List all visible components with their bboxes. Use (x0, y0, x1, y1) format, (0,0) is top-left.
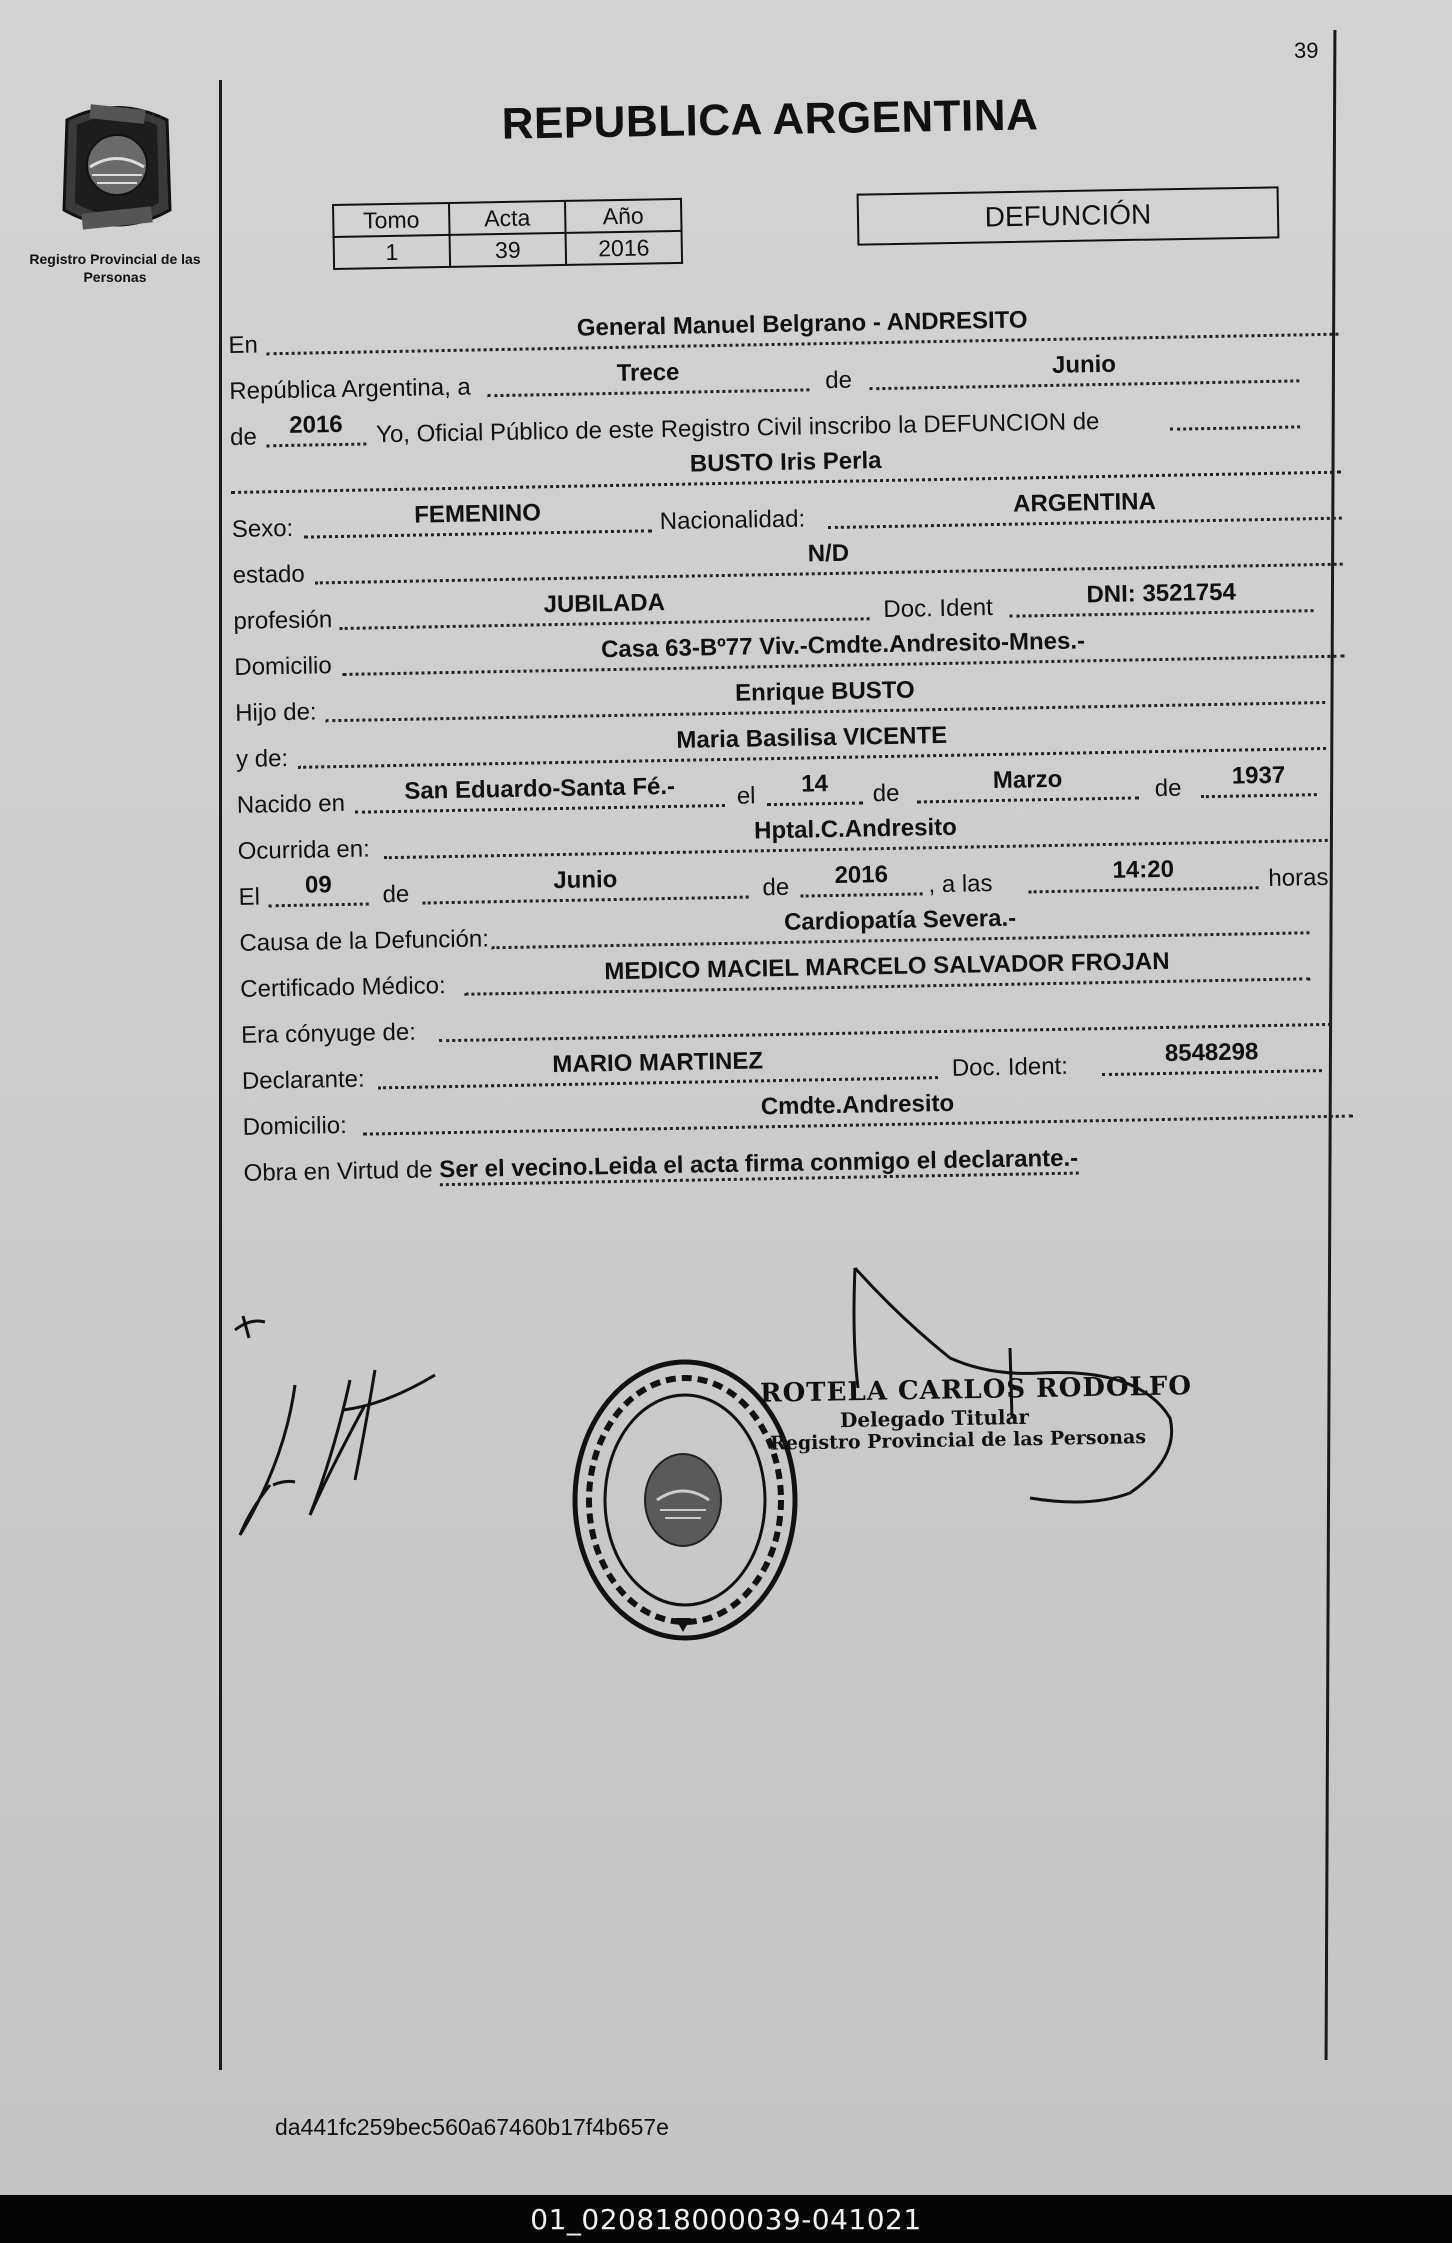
left-margin-line (219, 80, 222, 2070)
label-conyuge: Era cónyuge de: (240, 1018, 417, 1049)
label-domicilio-2: Domicilio: (242, 1111, 348, 1141)
label-obra-text: Obra en Virtud de (243, 1156, 433, 1187)
value-dia (487, 352, 810, 397)
value-dia-defuncion (268, 867, 369, 908)
label-estado: estado (232, 560, 305, 589)
value-oficial-blank (1169, 389, 1300, 430)
official-name: ROTELA CARLOS RODOLFO (759, 1371, 1193, 1409)
label-el: el (736, 782, 756, 810)
value-dia-text: Trece (616, 358, 680, 387)
value-mes-nacimiento-text: Marzo (992, 765, 1063, 795)
register-value-tomo: 1 (334, 235, 451, 269)
value-mes-nacimiento (916, 760, 1139, 803)
value-domicilio-declarante-text: Cmdte.Andresito (760, 1089, 955, 1121)
value-anio (266, 406, 367, 447)
register-header-tomo: Tomo (333, 203, 450, 237)
label-el-2: El (238, 883, 261, 911)
value-profesion (339, 581, 870, 630)
label-causa: Causa de la Defunción: (239, 925, 490, 957)
label-de-4: de (1154, 774, 1182, 803)
value-sexo-text: FEMENINO (414, 499, 542, 529)
official-position: Delegado Titular (839, 1404, 1030, 1433)
label-domicilio: Domicilio (234, 652, 332, 681)
value-mes-text: Junio (1051, 350, 1117, 379)
register-header-anio: Año (565, 199, 682, 233)
value-madre-text: Maria Basilisa VICENTE (676, 721, 948, 754)
label-nacido: Nacido en (236, 789, 346, 819)
provincial-seal-logo (52, 95, 182, 245)
label-de-1: de (824, 366, 853, 395)
value-dia-nacimiento-text: 14 (800, 770, 829, 798)
value-anio-nacimiento-text: 1937 (1231, 761, 1286, 790)
label-de-6: de (762, 873, 790, 902)
value-nombre-text: BUSTO Iris Perla (689, 447, 882, 478)
label-declarante: Declarante: (241, 1065, 365, 1095)
value-lugar-nacimiento (354, 768, 725, 814)
label-horas: horas (1268, 863, 1329, 893)
value-domicilio-text: Casa 63-Bº77 Viv.-Cmdte.Andresito-Mnes.- (600, 627, 1086, 664)
value-hora (1028, 850, 1259, 893)
value-obra: Ser el vecino.Leida el acta firma conmigo el declarante.- (439, 1145, 1078, 1187)
label-en: En (228, 331, 259, 359)
value-lugar-nacimiento-text: San Eduardo-Santa Fé.- (404, 772, 676, 805)
value-anio-text: 2016 (288, 410, 343, 439)
value-lugar-text: General Manuel Belgrano - ANDRESITO (576, 306, 1028, 342)
value-anio-defuncion (800, 856, 923, 897)
label-certificado: Certificado Médico: (240, 972, 446, 1003)
value-causa-text: Cardiopatía Severa.- (783, 904, 1017, 936)
label-obra (243, 1145, 1078, 1188)
value-mes (869, 343, 1300, 390)
document-title: REPUBLICA ARGENTINA (501, 90, 1039, 149)
value-mes-defuncion (422, 860, 749, 905)
value-lugar-defuncion-text: Hptal.C.Andresito (753, 813, 958, 845)
value-doc-ident-text: DNI: 3521754 (1086, 578, 1237, 609)
label-hijo: Hijo de: (234, 698, 317, 727)
register-table (332, 198, 683, 270)
value-sexo (303, 493, 652, 538)
page-number: 39 (1294, 38, 1319, 63)
official-stamp-block (759, 1371, 1193, 1455)
value-conyuge-text (439, 1019, 1331, 1035)
value-declarante (377, 1040, 938, 1089)
label-de-2: de (229, 423, 258, 451)
value-padre-text: Enrique BUSTO (734, 676, 915, 707)
label-nacionalidad: Nacionalidad: (659, 505, 806, 536)
label-doc-ident: Doc. Ident (883, 594, 994, 624)
document-type-box: DEFUNCIÓN (857, 186, 1280, 245)
label-sexo: Sexo: (231, 514, 294, 543)
value-dia-defuncion-text: 09 (304, 871, 332, 899)
value-mes-defuncion-text: Junio (553, 865, 618, 895)
value-doc-ident-2-text: 8548298 (1164, 1038, 1259, 1067)
register-header-acta: Acta (449, 201, 566, 235)
register-value-acta: 39 (450, 233, 567, 267)
image-footer-id: 01_020818000039-041021 (0, 2195, 1452, 2243)
value-estado-text: N/D (807, 539, 850, 568)
value-anio-defuncion-text: 2016 (834, 861, 889, 889)
value-nacionalidad-text: ARGENTINA (1012, 488, 1157, 518)
value-hora-text: 14:20 (1112, 855, 1175, 884)
declarant-signature (225, 1310, 485, 1550)
register-value-row (334, 231, 683, 269)
label-doc-ident-2: Doc. Ident: (951, 1052, 1069, 1082)
value-anio-nacimiento (1200, 757, 1317, 798)
label-de-5: de (382, 880, 410, 909)
label-republica: República Argentina, a (229, 373, 472, 405)
value-doc-ident (1009, 573, 1314, 618)
value-declarante-text: MARIO MARTINEZ (552, 1047, 764, 1079)
label-a-las: , a las (928, 870, 993, 899)
label-profesion: profesión (233, 606, 333, 635)
official-office: Registro Provincial de las Personas (769, 1426, 1147, 1455)
label-de-3: de (872, 779, 900, 808)
register-value-anio: 2016 (566, 231, 683, 265)
label-ocurrida: Ocurrida en: (237, 835, 371, 865)
value-profesion-text: JUBILADA (543, 589, 666, 619)
value-certificado-text: MEDICO MACIEL MARCELO SALVADOR FROJAN (604, 947, 1170, 986)
value-doc-ident-2 (1101, 1033, 1322, 1076)
logo-caption: Registro Provincial de las Personas (29, 251, 201, 285)
label-oficial: Yo, Oficial Público de este Registro Civil inscribo la DEFUNCION de (375, 408, 1100, 449)
value-dia-nacimiento (766, 765, 863, 806)
document-hash: da441fc259bec560a67460b17f4b657e (275, 2114, 669, 2140)
certificate-fields (228, 299, 1348, 1187)
label-y-de: y de: (235, 744, 289, 773)
value-nacionalidad (827, 481, 1342, 529)
